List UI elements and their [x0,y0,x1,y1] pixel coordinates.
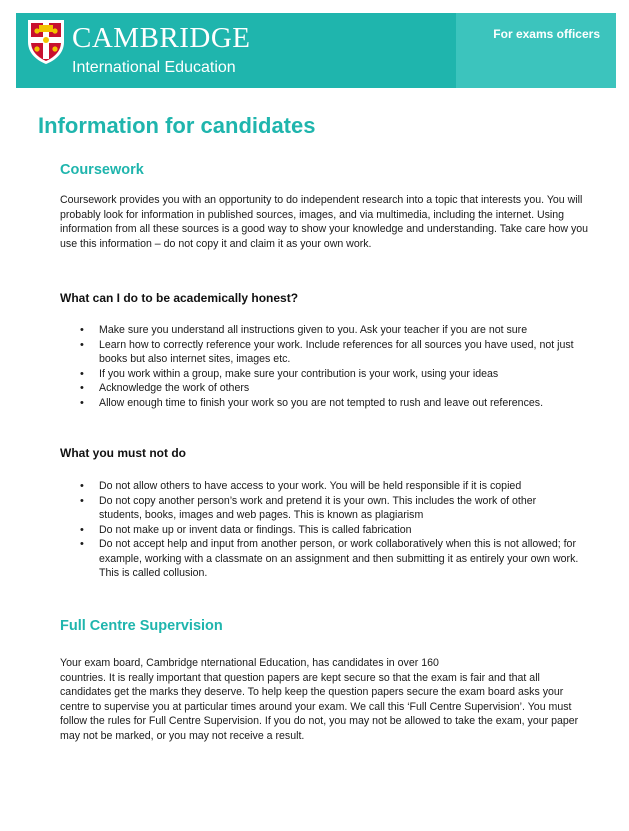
must-not-heading: What you must not do [60,446,186,460]
list-item: • Do not allow others to have access to your work. You will be held responsible if it is copied [80,479,580,494]
brand-name: CAMBRIDGE [72,22,251,54]
page-title: Information for candidates [38,113,316,138]
for-exams-officers-link[interactable]: For exams officers [493,27,600,41]
academic-honesty-heading: What can I do to be academically honest? [60,291,299,305]
coursework-intro: Coursework provides you with an opportunity to do independent research into a topic that interests you. You will probably look for information in published sources, images, and via multimedia, including the internet. Using information from all these sources is a good way to show your knowledge and understanding. Take care how you use this information – do not copy it and claim it as your own work. [60,194,589,250]
full-centre-supervision-heading: Full Centre Supervision [60,618,223,634]
supervision-paragraph [60,656,590,743]
must-not-list [80,479,580,581]
list-item: • Do not make up or invent data or findings. This is called fabrication [80,523,580,538]
header-link-panel [456,13,616,88]
list-item: • Learn how to correctly reference your work. Include references for all sources you have used, not just books but also internet sites, images etc. [80,338,580,367]
header-banner [16,13,616,88]
list-item: • Allow enough time to finish your work so you are not tempted to rush and leave out references. [80,396,580,411]
list-item: • Do not accept help and input from another person, or work collaboratively when this is not allowed; for example, working with a classmate on an assignment and then submitting it as entirely your own work. This is called collusion. [80,537,580,581]
list-item: • If you work within a group, make sure your contribution is your work, using your ideas [80,367,580,382]
list-item: • Acknowledge the work of others [80,381,580,396]
cambridge-shield-icon [26,18,66,66]
supervision-line-2: countries. It is really important that question papers are kept secure so that the exam is fair and that all candidates get the marks they deserve. To help keep the question papers secure the exam board asks your centre to supervise you at particular times around your exam. We call this ‘Full Centre Supervision’. You must follow the rules for Full Centre Supervision. If you do not, you may not be allowed to take the exam, your paper may not be marked, or you may not receive a result. [60,671,579,742]
coursework-heading: Coursework [60,162,144,178]
list-item: • Do not copy another person’s work and pretend it is your own. This includes the work of other students, books, images and web pages. This is known as plagiarism [80,494,580,523]
supervision-line-1: Your exam board, Cambridge nternational Education, has candidates in over 160 [60,657,439,669]
brand-subtitle: International Education [72,59,236,76]
academic-honesty-list [80,323,580,410]
list-item: • Make sure you understand all instructions given to you. Ask your teacher if you are not sure [80,323,580,338]
